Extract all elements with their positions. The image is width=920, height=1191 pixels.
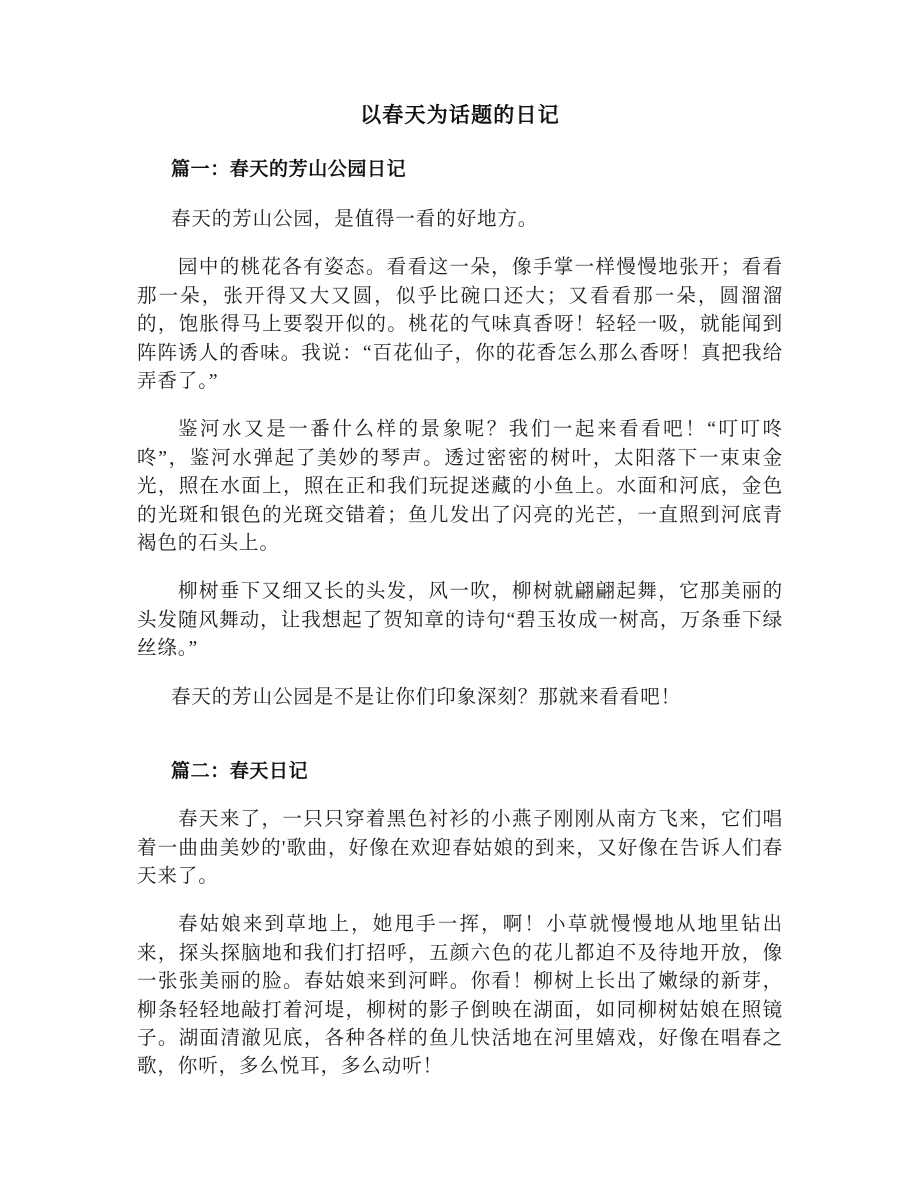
section-one-paragraph-4: 柳树垂下又细又长的头发，风一吹，柳树就翩翩起舞，它那美丽的头发随风舞动，让我想起了贺知章的诗句“碧玉妆成一树高，万条垂下绿丝绦。” xyxy=(137,581,783,660)
section-heading-one: 篇一：春天的芳山公园日记 xyxy=(171,159,407,180)
section-one-paragraph-1: 春天的芳山公园，是值得一看的好地方。 xyxy=(171,209,539,230)
document-content xyxy=(137,100,783,1082)
section-heading-two: 篇二：春天日记 xyxy=(171,761,309,783)
section-one-paragraph-2: 园中的桃花各有姿态。看看这一朵，像手掌一样慢慢地张开；看看那一朵，张开得又大又圆，似乎比碗口还大；又看看那一朵，圆溜溜的，饱胀得马上要裂开似的。桃花的气味真香呀！轻轻一吸，就能闻到阵阵诱人的香味。我说：“百花仙子，你的花香怎么那么香呀！真把我给弄香了。” xyxy=(137,257,783,393)
page-title: 以春天为话题的日记 xyxy=(360,103,560,127)
section-two-paragraph-2: 春姑娘来到草地上，她甩手一挥，啊！小草就慢慢地从地里钻出来，探头探脑地和我们打招呼，五颜六色的花儿都迫不及待地开放，像一张张美丽的脸。春姑娘来到河畔。你看！柳树上长出了嫩绿的新芽，柳条轻轻地敲打着河堤，柳树的影子倒映在湖面，如同柳树姑娘在照镜子。湖面清澈见底，各种各样的鱼儿快活地在河里嬉戏，好像在唱春之歌，你听，多么悦耳，多么动听！ xyxy=(137,914,783,1078)
section-one-paragraph-3: 鉴河水又是一番什么样的景象呢？我们一起来看看吧！“叮叮咚咚”，鉴河水弹起了美妙的琴声。透过密密的树叶，太阳落下一束束金光，照在水面上，照在正和我们玩捉迷藏的小鱼上。水面和河底，金色的光斑和银色的光斑交错着；鱼儿发出了闪亮的光芒，一直照到河底青褐色的石头上。 xyxy=(137,419,783,555)
section-one-paragraph-5: 春天的芳山公园是不是让你们印象深刻？那就来看看吧！ xyxy=(171,686,682,708)
section-two-paragraph-1: 春天来了，一只只穿着黑色衬衫的小燕子刚刚从南方飞来，它们唱着一曲曲美妙的'歌曲，好像在欢迎春姑娘的到来，又好像在告诉人们春天来了。 xyxy=(137,809,783,887)
